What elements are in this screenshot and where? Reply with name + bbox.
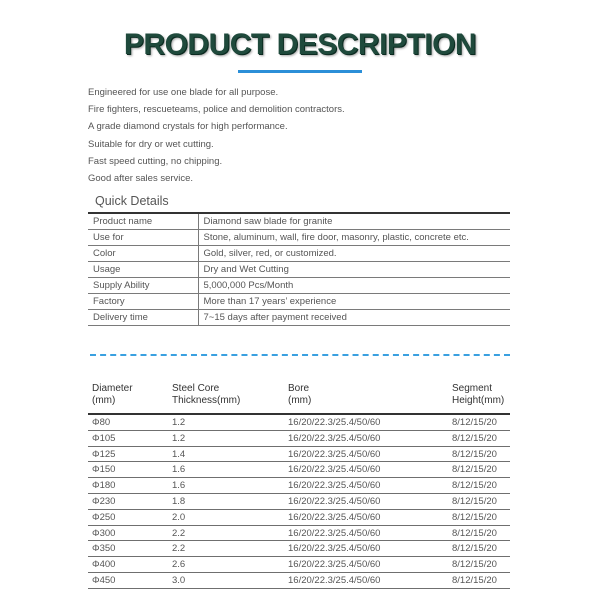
table-row <box>88 294 510 310</box>
table-row <box>88 431 510 447</box>
detail-key: Supply Ability <box>88 278 198 294</box>
cell-core-thickness: 1.6 <box>172 480 186 492</box>
table-row <box>88 246 510 262</box>
cell-bore: 16/20/22.3/25.4/50/60 <box>288 480 381 492</box>
header-diameter <box>92 383 133 407</box>
dashed-divider <box>90 354 510 356</box>
detail-value: Stone, aluminum, wall, fire door, masonry, plastic, concrete etc. <box>198 230 510 246</box>
detail-value: 7~15 days after payment received <box>198 310 510 326</box>
table-row <box>88 278 510 294</box>
header-core <box>172 383 240 407</box>
header-line: Steel Core <box>172 383 220 394</box>
table-row <box>88 310 510 326</box>
cell-bore: 16/20/22.3/25.4/50/60 <box>288 559 381 571</box>
detail-value: Gold, silver, red, or customized. <box>198 246 510 262</box>
table-row <box>88 573 510 589</box>
cell-core-thickness: 1.6 <box>172 464 186 476</box>
cell-diameter: Φ450 <box>92 574 116 586</box>
cell-diameter: Φ250 <box>92 511 116 523</box>
detail-key: Product name <box>88 213 198 230</box>
cell-diameter: Φ230 <box>92 495 116 507</box>
quick-details-title: Quick Details <box>95 194 169 208</box>
cell-bore: 16/20/22.3/25.4/50/60 <box>288 464 381 476</box>
cell-segment-height: 8/12/15/20 <box>452 417 497 428</box>
cell-core-thickness: 1.2 <box>172 432 186 444</box>
table-row <box>88 213 510 230</box>
detail-key: Delivery time <box>88 310 198 326</box>
header-line: (mm) <box>92 395 116 406</box>
cell-core-thickness: 2.0 <box>172 511 186 523</box>
header-line: Thickness(mm) <box>172 395 241 406</box>
table-row <box>88 557 510 573</box>
cell-segment-height: 8/12/15/20 <box>452 574 497 586</box>
feature-item: Fire fighters, rescueteams, police and demolition contractors. <box>88 104 345 116</box>
feature-item: Good after sales service. <box>88 172 194 184</box>
quick-details-table <box>88 212 510 326</box>
feature-item: Suitable for dry or wet cutting. <box>88 138 214 150</box>
header-line: (mm) <box>288 395 312 406</box>
header-segment <box>452 383 504 407</box>
table-row <box>88 510 510 526</box>
cell-diameter: Φ80 <box>92 417 111 428</box>
cell-core-thickness: 2.2 <box>172 527 186 539</box>
cell-segment-height: 8/12/15/20 <box>452 527 497 539</box>
cell-segment-height: 8/12/15/20 <box>452 543 497 555</box>
detail-value: Dry and Wet Cutting <box>198 262 510 278</box>
cell-core-thickness: 1.8 <box>172 495 186 507</box>
spec-table <box>88 383 510 589</box>
cell-diameter: Φ350 <box>92 543 116 555</box>
feature-list <box>88 84 345 187</box>
cell-core-thickness: 1.2 <box>172 417 186 428</box>
cell-bore: 16/20/22.3/25.4/50/60 <box>288 417 381 428</box>
cell-segment-height: 8/12/15/20 <box>452 511 497 523</box>
title-underline <box>238 70 362 73</box>
table-row <box>88 462 510 478</box>
cell-segment-height: 8/12/15/20 <box>452 480 497 492</box>
header-bore <box>288 383 311 407</box>
cell-bore: 16/20/22.3/25.4/50/60 <box>288 527 381 539</box>
cell-core-thickness: 2.6 <box>172 559 186 571</box>
header-line: Segment <box>452 383 493 394</box>
cell-diameter: Φ125 <box>92 448 116 460</box>
cell-segment-height: 8/12/15/20 <box>452 432 497 444</box>
cell-diameter: Φ105 <box>92 432 116 444</box>
table-row <box>88 478 510 494</box>
detail-value: More than 17 years’ experience <box>198 294 510 310</box>
cell-core-thickness: 1.4 <box>172 448 186 460</box>
table-row <box>88 230 510 246</box>
spec-table-header <box>88 383 510 415</box>
page-title: PRODUCT DESCRIPTION <box>123 28 477 61</box>
header-line: Bore <box>288 383 310 394</box>
spec-table-body <box>88 415 510 589</box>
table-row <box>88 541 510 557</box>
table-row <box>88 526 510 542</box>
header-line: Height(mm) <box>452 395 505 406</box>
table-row <box>88 262 510 278</box>
table-row <box>88 494 510 510</box>
cell-core-thickness: 2.2 <box>172 543 186 555</box>
cell-bore: 16/20/22.3/25.4/50/60 <box>288 448 381 460</box>
cell-core-thickness: 3.0 <box>172 574 186 586</box>
cell-segment-height: 8/12/15/20 <box>452 448 497 460</box>
cell-bore: 16/20/22.3/25.4/50/60 <box>288 495 381 507</box>
cell-diameter: Φ180 <box>92 480 116 492</box>
detail-value: 5,000,000 Pcs/Month <box>198 278 510 294</box>
cell-bore: 16/20/22.3/25.4/50/60 <box>288 543 381 555</box>
cell-diameter: Φ400 <box>92 559 116 571</box>
cell-bore: 16/20/22.3/25.4/50/60 <box>288 432 381 444</box>
cell-diameter: Φ150 <box>92 464 116 476</box>
detail-key: Color <box>88 246 198 262</box>
table-row <box>88 447 510 463</box>
cell-bore: 16/20/22.3/25.4/50/60 <box>288 511 381 523</box>
detail-key: Use for <box>88 230 198 246</box>
header-line: Diameter <box>92 383 133 394</box>
detail-key: Usage <box>88 262 198 278</box>
table-row <box>88 415 510 431</box>
cell-segment-height: 8/12/15/20 <box>452 559 497 571</box>
cell-bore: 16/20/22.3/25.4/50/60 <box>288 574 381 586</box>
detail-value: Diamond saw blade for granite <box>198 213 510 230</box>
feature-item: Engineered for use one blade for all purpose. <box>88 87 279 98</box>
cell-segment-height: 8/12/15/20 <box>452 495 497 507</box>
feature-item: Fast speed cutting, no chipping. <box>88 155 223 167</box>
cell-diameter: Φ300 <box>92 527 116 539</box>
detail-key: Factory <box>88 294 198 310</box>
feature-item: A grade diamond crystals for high performance. <box>88 121 288 133</box>
cell-segment-height: 8/12/15/20 <box>452 464 497 476</box>
